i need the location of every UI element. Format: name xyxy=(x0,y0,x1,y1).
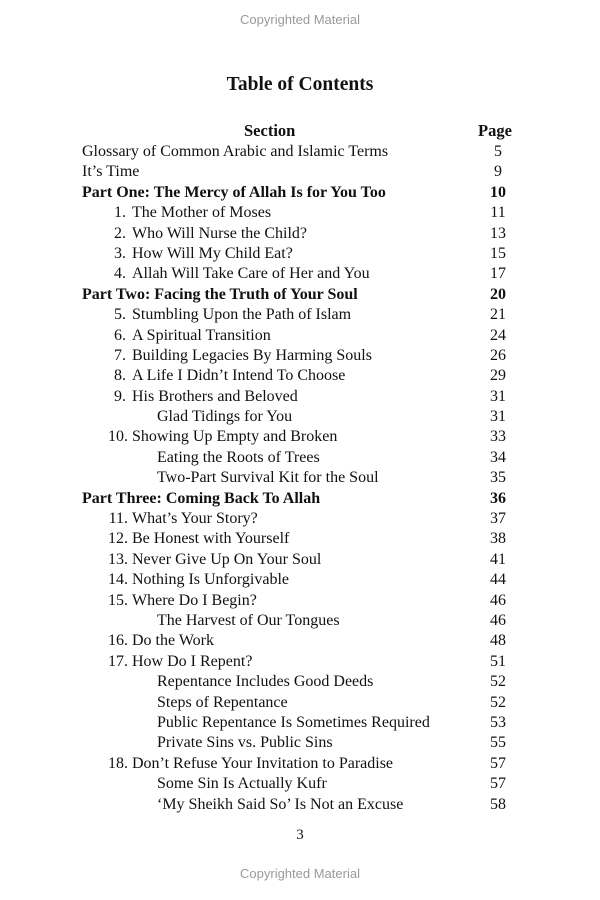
toc-entry-part xyxy=(82,489,522,509)
toc-entry-title: It’s Time xyxy=(82,163,140,181)
toc-entry-page: 46 xyxy=(490,591,506,609)
toc-entry-page: 35 xyxy=(490,469,506,487)
toc-entry-page: 44 xyxy=(490,571,506,589)
toc-entry-number: 13. xyxy=(108,550,128,568)
toc-entry-page: 31 xyxy=(490,387,506,405)
toc-entry-title: Private Sins vs. Public Sins xyxy=(157,734,333,752)
toc-entry-number: 1. xyxy=(114,204,126,222)
toc-entry-page: 20 xyxy=(490,285,506,303)
toc-entry-page: 31 xyxy=(490,408,506,426)
toc-entry-number: 6. xyxy=(114,326,126,344)
toc-entry-page: 41 xyxy=(490,550,506,568)
toc-entry-page: 55 xyxy=(490,734,506,752)
toc-entry-chapter xyxy=(82,264,522,284)
toc-entry-plain xyxy=(82,142,522,162)
toc-entry-chapter xyxy=(82,326,522,346)
toc-entry-number: 5. xyxy=(114,306,126,324)
toc-entry-title: Building Legacies By Harming Souls xyxy=(132,346,372,364)
toc-entry-title: Stumbling Upon the Path of Islam xyxy=(132,306,352,324)
toc-entry-title: Do the Work xyxy=(132,632,214,650)
toc-entry-title: Showing Up Empty and Broken xyxy=(132,428,338,446)
toc-entry-chapter xyxy=(82,387,522,407)
toc-entry-chapter xyxy=(82,366,522,386)
toc-entry-title: Repentance Includes Good Deeds xyxy=(157,673,374,691)
toc-entry-page: 34 xyxy=(490,448,506,466)
page-title: Table of Contents xyxy=(226,74,374,95)
toc-entry-title: Who Will Nurse the Child? xyxy=(132,224,308,242)
toc-entry-page: 15 xyxy=(490,244,506,262)
toc-entry-page: 36 xyxy=(490,489,506,507)
toc-entry-number: 11. xyxy=(108,510,128,528)
toc-entry-title: Two-Part Survival Kit for the Soul xyxy=(157,469,379,487)
watermark-top: Copyrighted Material xyxy=(240,12,360,27)
toc-entry-title: Be Honest with Yourself xyxy=(132,530,290,548)
toc-entry-title: How Will My Child Eat? xyxy=(132,244,293,262)
toc-entry-sub xyxy=(82,448,522,468)
toc-entry-number: 3. xyxy=(114,244,126,262)
toc-entry-page: 52 xyxy=(490,673,506,691)
toc-entry-page: 33 xyxy=(490,428,506,446)
toc-list xyxy=(82,142,522,815)
toc-entry-page: 52 xyxy=(490,693,506,711)
watermark-bottom: Copyrighted Material xyxy=(240,866,360,881)
toc-entry-title: ‘My Sheikh Said So’ Is Not an Excuse xyxy=(157,795,404,813)
toc-entry-number: 14. xyxy=(108,571,128,589)
toc-entry-title: Part Three: Coming Back To Allah xyxy=(82,489,321,507)
toc-entry-page: 57 xyxy=(490,775,506,793)
toc-entry-sub xyxy=(82,774,522,794)
toc-entry-page: 48 xyxy=(490,632,506,650)
toc-entry-chapter xyxy=(82,550,522,570)
page-number: 3 xyxy=(296,827,304,843)
toc-entry-sub xyxy=(82,611,522,631)
toc-entry-title: Where Do I Begin? xyxy=(132,591,257,609)
toc-entry-page: 51 xyxy=(490,652,506,670)
section-column-header: Section xyxy=(244,121,296,140)
toc-entry-sub xyxy=(82,672,522,692)
toc-entry-title: Never Give Up On Your Soul xyxy=(132,550,322,568)
toc-entry-part xyxy=(82,285,522,305)
toc-entry-title: What’s Your Story? xyxy=(132,510,258,528)
toc-entry-sub xyxy=(82,468,522,488)
toc-entry-page: 10 xyxy=(490,183,506,201)
toc-entry-part xyxy=(82,183,522,203)
toc-entry-page: 46 xyxy=(490,611,506,629)
toc-entry-sub xyxy=(82,733,522,753)
toc-entry-page: 9 xyxy=(494,163,502,181)
toc-entry-sub xyxy=(82,693,522,713)
toc-entry-number: 12. xyxy=(108,530,128,548)
toc-entry-page: 29 xyxy=(490,367,506,385)
toc-entry-title: The Harvest of Our Tongues xyxy=(157,611,340,629)
toc-entry-chapter xyxy=(82,509,522,529)
toc-entry-chapter xyxy=(82,570,522,590)
toc-entry-chapter xyxy=(82,652,522,672)
toc-entry-title: His Brothers and Beloved xyxy=(132,387,298,405)
toc-entry-page: 58 xyxy=(490,795,506,813)
toc-entry-number: 17. xyxy=(108,652,128,670)
toc-entry-page: 57 xyxy=(490,754,506,772)
toc-entry-chapter xyxy=(82,591,522,611)
toc-entry-chapter xyxy=(82,631,522,651)
toc-entry-title: Eating the Roots of Trees xyxy=(157,448,320,466)
toc-entry-title: Public Repentance Is Sometimes Required xyxy=(157,713,430,731)
toc-entry-chapter xyxy=(82,427,522,447)
toc-entry-chapter xyxy=(82,203,522,223)
toc-entry-chapter xyxy=(82,305,522,325)
toc-entry-page: 13 xyxy=(490,224,506,242)
toc-entry-page: 26 xyxy=(490,346,506,364)
toc-entry-chapter xyxy=(82,224,522,244)
toc-entry-number: 2. xyxy=(114,224,126,242)
toc-entry-number: 18. xyxy=(108,754,128,772)
toc-entry-number: 9. xyxy=(114,387,126,405)
toc-entry-title: Steps of Repentance xyxy=(157,693,288,711)
toc-entry-chapter xyxy=(82,754,522,774)
toc-entry-number: 8. xyxy=(114,367,126,385)
toc-entry-title: Don’t Refuse Your Invitation to Paradise xyxy=(132,754,394,772)
toc-entry-page: 37 xyxy=(490,510,506,528)
toc-entry-page: 11 xyxy=(490,204,506,222)
toc-entry-title: Part Two: Facing the Truth of Your Soul xyxy=(82,285,358,303)
toc-entry-title: Allah Will Take Care of Her and You xyxy=(132,265,370,283)
toc-entry-number: 4. xyxy=(114,265,126,283)
toc-entry-sub xyxy=(82,795,522,815)
toc-entry-title: How Do I Repent? xyxy=(132,652,253,670)
toc-entry-title: A Life I Didn’t Intend To Choose xyxy=(132,367,346,385)
toc-entry-page: 24 xyxy=(490,326,506,344)
toc-entry-number: 16. xyxy=(108,632,128,650)
toc-entry-title: Glossary of Common Arabic and Islamic Terms xyxy=(82,143,389,160)
toc-entry-sub xyxy=(82,407,522,427)
toc-entry-chapter xyxy=(82,244,522,264)
toc-entry-title: A Spiritual Transition xyxy=(132,326,271,344)
toc-entry-page: 17 xyxy=(490,265,506,283)
toc-entry-title: The Mother of Moses xyxy=(132,204,272,222)
page-column-header: Page xyxy=(478,121,512,140)
toc-entry-number: 7. xyxy=(114,346,126,364)
toc-entry-chapter xyxy=(82,346,522,366)
toc-entry-title: Part One: The Mercy of Allah Is for You Too xyxy=(82,183,386,201)
toc-entry-page: 38 xyxy=(490,530,506,548)
toc-entry-page: 21 xyxy=(490,306,506,324)
toc-entry-page: 5 xyxy=(494,143,502,160)
toc-entry-plain xyxy=(82,162,522,182)
toc-entry-number: 15. xyxy=(108,591,128,609)
toc-entry-number: 10. xyxy=(108,428,128,446)
toc-entry-sub xyxy=(82,713,522,733)
toc-entry-title: Nothing Is Unforgivable xyxy=(132,571,290,589)
toc-entry-title: Some Sin Is Actually Kufr xyxy=(157,775,327,793)
toc-entry-title: Glad Tidings for You xyxy=(157,408,293,426)
toc-entry-page: 53 xyxy=(490,713,506,731)
toc-entry-chapter xyxy=(82,529,522,549)
